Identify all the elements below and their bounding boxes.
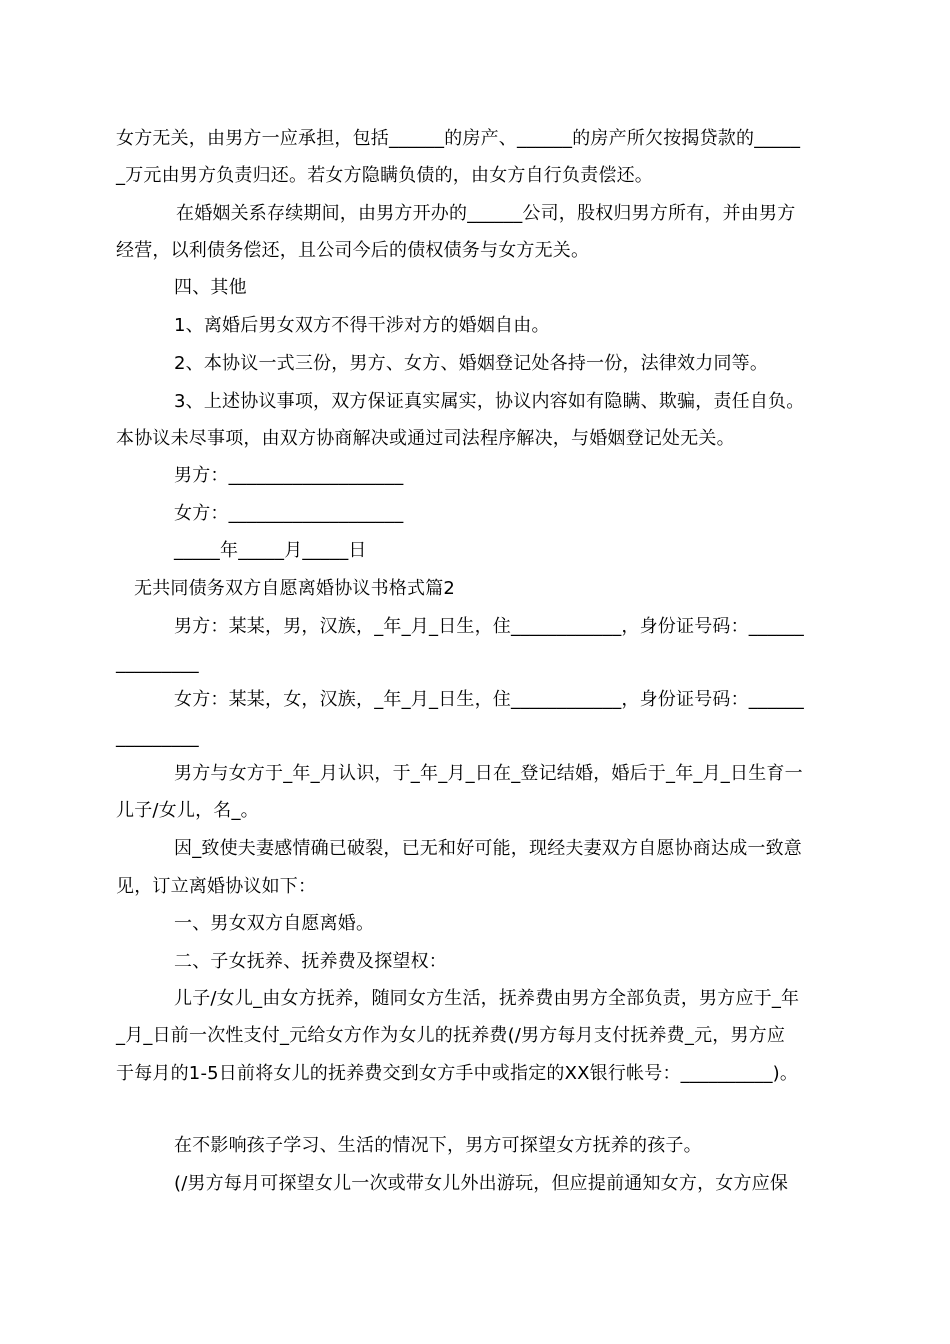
text-line: _________ bbox=[116, 653, 199, 674]
text-line: 在婚姻关系存续期间，由男方开办的______公司，股权归男方所有，并由男方 bbox=[176, 203, 796, 224]
date-line: _____年_____月_____日 bbox=[174, 540, 367, 561]
text-line: 2、本协议一式三份，男方、女方、婚姻登记处各持一份，法律效力同等。 bbox=[174, 353, 769, 374]
text-line: (/男方每月可探望女儿一次或带女儿外出游玩，但应提前通知女方，女方应保 bbox=[174, 1173, 789, 1194]
text-line: 儿子/女儿_由女方抚养，随同女方生活，抚养费由男方全部负责，男方应于_年 bbox=[174, 988, 800, 1009]
text-line: 二、子女抚养、抚养费及探望权： bbox=[174, 951, 447, 972]
text-line: 1、离婚后男女双方不得干涉对方的婚姻自由。 bbox=[174, 315, 550, 336]
text-line: 男方与女方于_年_月认识，于_年_月_日在_登记结婚，婚后于_年_月_日生育一 bbox=[174, 763, 803, 784]
text-line: 儿子/女儿，名_。 bbox=[116, 800, 259, 821]
text-line: 于每月的1-5日前将女儿的抚养费交到女方手中或指定的XX银行帐号：__________)。 bbox=[116, 1063, 799, 1084]
text-line: 见，订立离婚协议如下： bbox=[116, 876, 317, 897]
section-title: 无共同债务双方自愿离婚协议书格式篇2 bbox=[134, 578, 456, 599]
text-line: 女方：某某，女，汉族，_年_月_日生，住____________，身份证号码：______ bbox=[174, 689, 804, 710]
text-line: 因_致使夫妻感情确已破裂，已无和好可能，现经夫妻双方自愿协商达成一致意 bbox=[174, 838, 802, 859]
text-line: 在不影响孩子学习、生活的情况下，男方可探望女方抚养的孩子。 bbox=[174, 1135, 702, 1156]
text-line: _月_日前一次性支付_元给女方作为女儿的抚养费(/男方每月支付抚养费_元，男方应 bbox=[116, 1025, 786, 1046]
text-line: _________ bbox=[116, 727, 199, 748]
text-line: 男方：某某，男，汉族，_年_月_日生，住____________，身份证号码：______ bbox=[174, 616, 804, 637]
signature-line-female: 女方：___________________ bbox=[174, 503, 404, 524]
signature-line-male: 男方：___________________ bbox=[174, 465, 404, 486]
text-line: 本协议未尽事项，由双方协商解决或通过司法程序解决，与婚姻登记处无关。 bbox=[116, 428, 735, 449]
text-line: 一、男女双方自愿离婚。 bbox=[174, 913, 375, 934]
text-line: 经营，以利债务偿还，且公司今后的债权债务与女方无关。 bbox=[116, 240, 590, 261]
text-line: _万元由男方负责归还。若女方隐瞒负债的，由女方自行负责偿还。 bbox=[116, 165, 653, 186]
section-heading: 四、其他 bbox=[174, 277, 247, 298]
text-line: 3、上述协议事项，双方保证真实属实，协议内容如有隐瞒、欺骗，责任自负。 bbox=[174, 391, 805, 412]
text-line: 女方无关，由男方一应承担，包括______的房产、______的房产所欠按揭贷款的_____ bbox=[116, 128, 801, 149]
